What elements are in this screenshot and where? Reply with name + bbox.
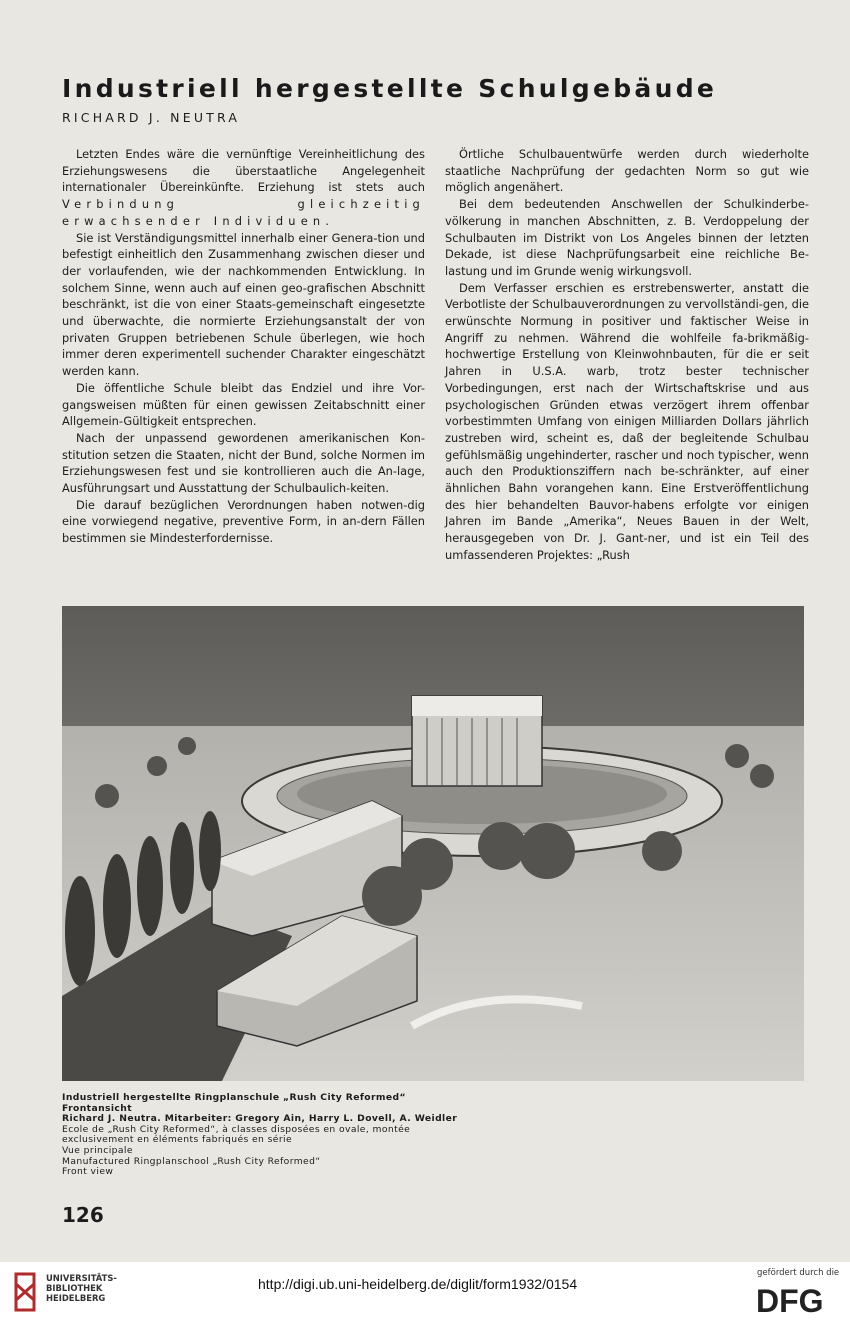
paragraph: Nach der unpassend gewordenen amerikanischen Kon-stitution setzen die Staaten, nicht der Bund, solche Normen im Erziehungswesen fest und sie kontrollieren auch die An-lage, Ausführungsart und Ausstattung der Schulbaulich-keiten. [62,430,425,496]
caption-line: Front view [62,1166,114,1178]
paragraph: Örtliche Schulbauentwürfe werden durch wiederholte staatliche Nachprüfung der gedachten Norm so gut wie möglich angenähert. [445,147,809,195]
funding-label: gefördert durch die [757,1268,840,1278]
library-name [46,1274,117,1303]
ub-heidelberg-logo-icon [10,1270,40,1314]
caption-line: Richard J. Neutra. Mitarbeiter: Gregory Ain, Harry L. Dovell, A. Weidler [62,1113,458,1125]
text-column-right [445,146,809,564]
photo-caption [62,1093,457,1178]
article-title: Industriell hergestellte Schulgebäude [62,74,718,103]
paragraph: Dem Verfasser erschien es erstrebenswerter, anstatt die Verbotliste der Schulbauverordnungen zu vervollständi-gen, die erwünschte Normung in positiver und faktischer Weise in Angriff zu nehmen. Während die wohlfeile fa-brikmäßig-hochwertige Erstellung von Kleinwohnbauten, für die er seit Jahren in U.S.A. warb, trotz bester technischer Vorbedingungen, erst nach der Wirtschaftskrise und aus psychologischen Gründen etwas verzögert ihrem offenbar vorbestimmten Umfang von einigen Milliarden Dollars jährlich zustreben wird, scheint es, daß der begleitende Schulbau gefühlsmäßig ungehinderter, rascher und noch typischer, wenn auch den Produktionsziffern nach be-schränkter, auf einer ähnlichen Bahn vorangehen kann. Eine Erstveröffentlichung des hier behandelten Bauvor-habens erfolgte vor einigen Jahren im Bande „Amerika“, Neues Bauen in der Welt, herausgegeben von Dr. J. Gant-ner, und ist ein Teil des umfassenderen Projektes: „Rush [445,280,809,562]
dfg-logo-icon [756,1284,840,1316]
paragraph-text: Letzten Endes wäre die vernünftige Vereinheitlichung des Erziehungswesens die überstaatliche Angelegenheit internationaler Übereinkünfte. Erziehung ist stets auch [62,147,425,195]
dfg-logo-text: DFG [756,1284,824,1316]
caption-line: Industriell hergestellte Ringplanschule „Rush City Reformed“ [62,1092,406,1103]
caption-line: exclusivement en éléments fabriqués en série [62,1134,293,1146]
caption-line: Vue principale [62,1144,133,1156]
source-url-link[interactable]: http://digi.ub.uni-heidelberg.de/diglit/form1932/0154 [258,1276,578,1292]
caption-line: Manufactured Ringplanschool „Rush City Reformed“ [62,1155,321,1167]
paragraph: Sie ist Verständigungsmittel innerhalb einer Genera-tion und befestigt einheitlich den Zusammenhang zwischen dieser und der vorlaufenden, wie der nachkommenden Entwicklung. In solchem Sinne, wenn auch auf einen geo-grafischen Abschnitt beschränkt, ist die von einer Staats-gemeinschaft eingesetzte und überwachte, die normierte Erziehungsanstalt der von privaten Gruppen betriebenen Schule überlegen, wie hoch immer deren experimentell suchender Charakter eingeschätzt werden kann. [62,230,425,379]
paragraph: Die darauf bezüglichen Verordnungen haben notwen-dig eine vorwiegend negative, preventive Form, in an-dern Fällen bestimmen sie Mindesterfordernisse. [62,497,425,546]
caption-line: Frontansicht [62,1102,132,1114]
library-name-line: BIBLIOTHEK [46,1282,103,1293]
library-name-line: HEIDELBERG [46,1292,106,1303]
emphasized-text: Verbindung gleichzeitig erwachsender Individuen. [62,197,425,228]
page-number: 126 [62,1203,104,1227]
architecture-model-photo [62,606,804,1081]
school-model-illustration [62,606,804,1081]
caption-line: Ecole de „Rush City Reformed“, à classes disposées en ovale, montée [62,1123,411,1135]
library-name-line: UNIVERSITÄTS- [46,1273,117,1283]
paragraph: Bei dem bedeutenden Anschwellen der Schulkinderbe-völkerung in manchen Abschnitten, z. B. Verdoppelung der Schulbauten im Distrikt von Los Angeles binnen der letzten Dekade, ist diese Nachprüfungsarbeit eine reichliche Be-lastung und im Grunde wenig wirkungsvoll. [445,197,809,278]
text-column-left [62,146,425,547]
paragraph [62,146,425,230]
article-author: RICHARD J. NEUTRA [62,110,241,125]
digitization-footer [0,1262,850,1322]
paragraph: Die öffentliche Schule bleibt das Endziel und ihre Vor-gangsweisen müßten für einen gewissen Zeitabschnitt einer Allgemein-Gültigkeit entsprechen. [62,380,425,429]
